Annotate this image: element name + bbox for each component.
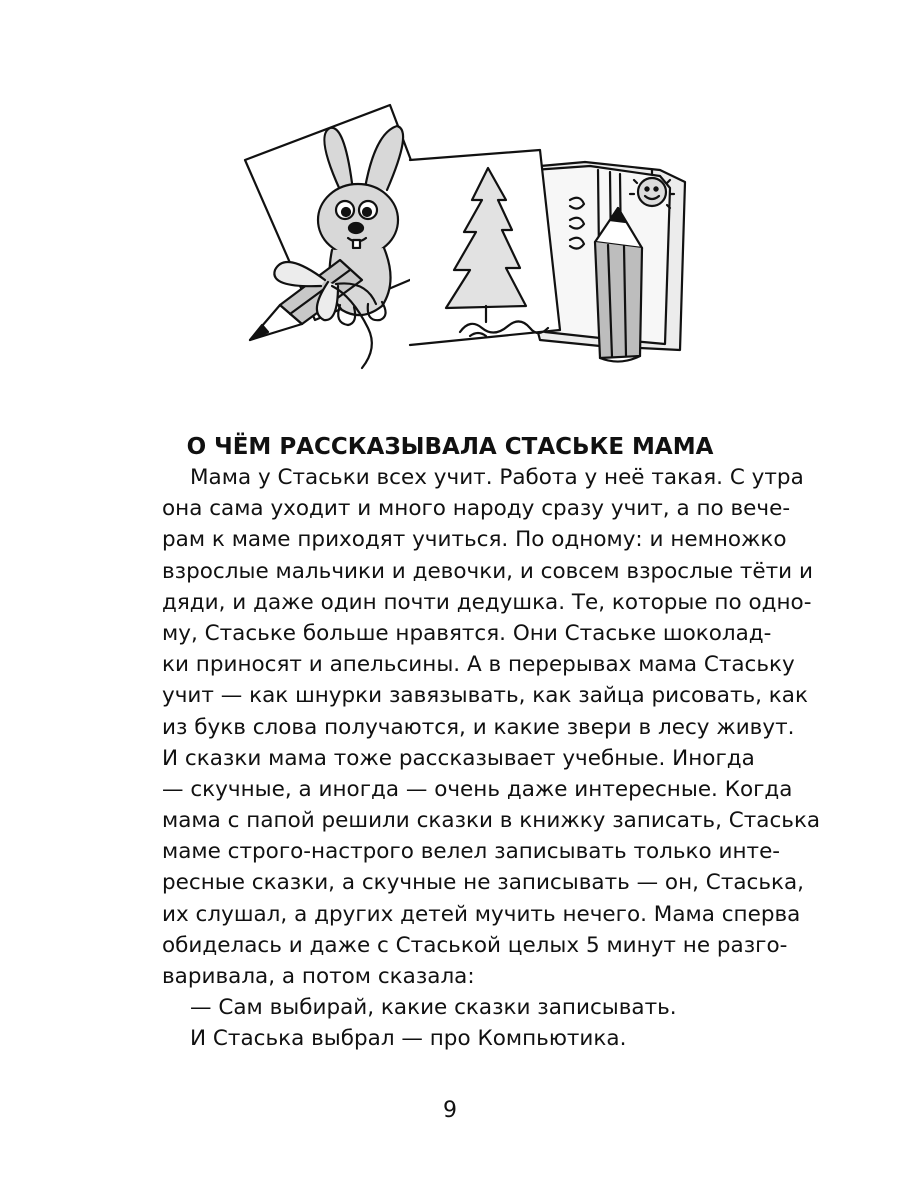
- text-line: обиделась и даже с Стаськой целых 5 минут не разго-: [162, 932, 788, 958]
- text-line: дяди, и даже один почти дедушка. Те, которые по одно-: [162, 589, 812, 615]
- text-line: Мама у Стаськи всех учит. Работа у неё такая. С утра: [190, 465, 804, 490]
- text-line: рам к маме приходят учиться. По одному: и немножко: [162, 527, 787, 553]
- chapter-illustration: [240, 100, 720, 385]
- text-line: ресные сказки, а скучные не записывать — он, Стаська,: [162, 870, 805, 896]
- chapter-title: О ЧЁМ РАССКАЗЫВАЛА СТАСЬКЕ МАМА: [186, 434, 714, 460]
- text-line: му, Стаське больше нравятся. Они Стаське шоколад-: [162, 620, 772, 646]
- text-line: — скучные, а иногда — очень даже интересные. Когда: [162, 776, 793, 802]
- body-text: [162, 462, 821, 1055]
- text-line: взрослые мальчики и девочки, и совсем взрослые тёти и: [162, 558, 813, 584]
- text-line: мама с папой решили сказки в книжку записать, Стаська: [162, 808, 821, 834]
- drawing-paper-tree: [410, 150, 560, 345]
- text-line: учит — как шнурки завязывать, как зайца рисовать, как: [162, 683, 808, 709]
- text-line: их слушал, а других детей мучить нечего. Мама сперва: [162, 901, 801, 927]
- text-line: варивала, а потом сказала:: [162, 964, 475, 989]
- text-line: И Стаська выбрал — про Компьютика.: [190, 1026, 627, 1052]
- text-line: она сама уходит и много народу сразу учит, а по вече-: [162, 496, 791, 522]
- text-line: ки приносят и апельсины. А в перерывах мама Стаську: [162, 652, 795, 678]
- text-line: из букв слова получаются, и какие звери в лесу живут.: [162, 714, 795, 740]
- page-number: 9: [443, 1098, 457, 1123]
- text-line: маме строго-настрого велел записывать только инте-: [162, 839, 781, 865]
- text-line: И сказки мама тоже рассказывает учебные. Иногда: [162, 745, 755, 771]
- text-line: — Сам выбирай, какие сказки записывать.: [190, 995, 677, 1021]
